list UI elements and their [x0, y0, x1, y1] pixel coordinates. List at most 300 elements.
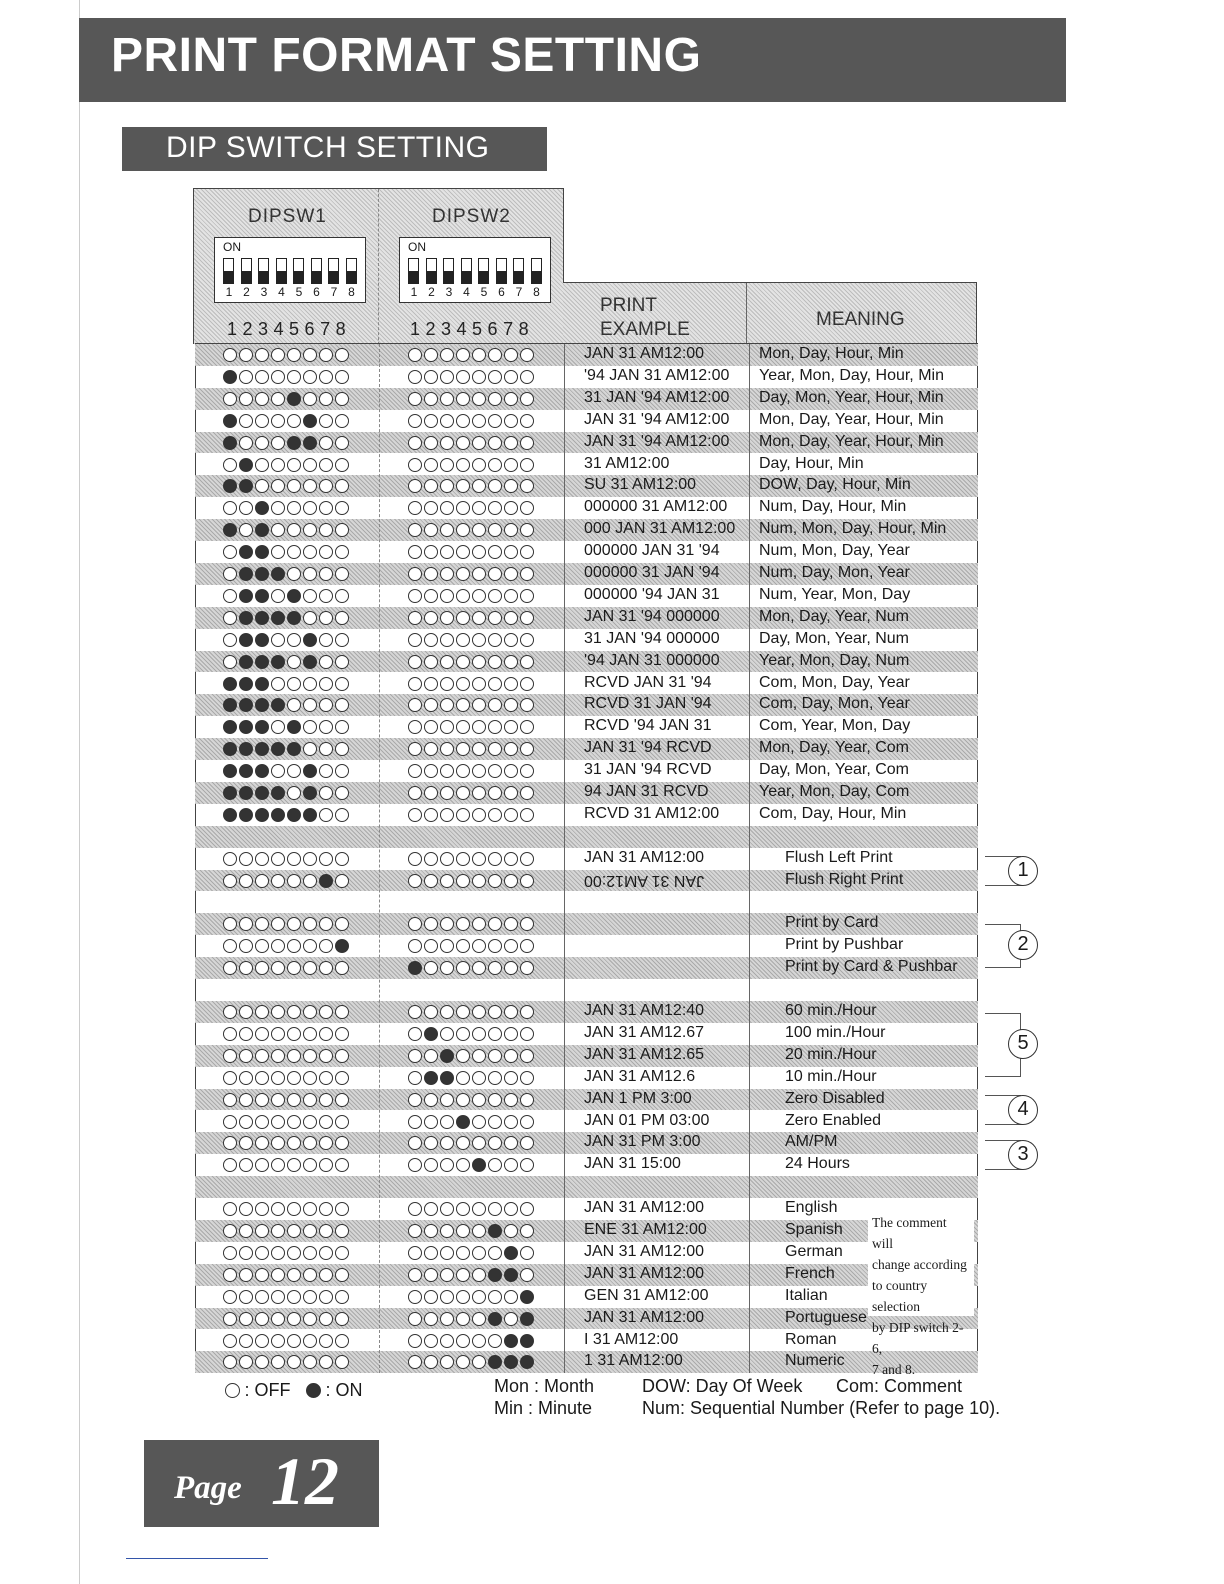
switch-off-dot: [335, 589, 349, 603]
switch-off-dot: [488, 501, 502, 515]
meaning: Day, Mon, Year, Hour, Min: [759, 388, 944, 406]
sw1-switch-states: [223, 1246, 349, 1260]
switch-on-dot: [239, 655, 253, 669]
switch-off-dot: [271, 1268, 285, 1282]
switch-off-dot: [504, 852, 518, 866]
page-edge-line: [79, 0, 80, 1584]
print-example: '94 JAN 31 AM12:00: [584, 366, 730, 384]
pin-number: 4: [278, 285, 285, 299]
meaning: Italian: [785, 1286, 828, 1304]
switch-off-dot: [424, 589, 438, 603]
print-example: JAN 1 PM 3:00: [584, 1089, 692, 1107]
switch-off-dot: [271, 1115, 285, 1129]
switch-off-dot: [239, 917, 253, 931]
switch-off-dot: [488, 589, 502, 603]
switch-off-dot: [287, 1049, 301, 1063]
switch-on-dot: [271, 567, 285, 581]
switch-off-dot: [456, 677, 470, 691]
switch-off-dot: [424, 808, 438, 822]
switch-off-dot: [488, 961, 502, 975]
switch-off-dot: [287, 523, 301, 537]
meaning: Mon, Day, Year, Hour, Min: [759, 432, 944, 450]
switch-off-dot: [440, 1005, 454, 1019]
switch-off-dot: [319, 348, 333, 362]
pin-number: 2: [428, 285, 435, 299]
switch-off-dot: [456, 1312, 470, 1326]
switch-off-dot: [319, 392, 333, 406]
switch-off-dot: [472, 414, 486, 428]
switch-off-dot: [287, 917, 301, 931]
switch-off-dot: [456, 939, 470, 953]
sw2-switch-states: [408, 917, 534, 931]
legend-dow: DOW: Day Of Week: [642, 1376, 803, 1396]
switch-on-dot: [271, 742, 285, 756]
switch-off-dot: [504, 414, 518, 428]
sw2-switch-states: [408, 1158, 534, 1172]
switch-off-dot: [271, 1334, 285, 1348]
print-example: JAN 31 '94 RCVD: [584, 739, 712, 757]
switch-off-dot: [472, 655, 486, 669]
switch-off-dot: [424, 655, 438, 669]
switch-off-dot: [456, 611, 470, 625]
section-bar: [122, 127, 547, 171]
switch-off-dot: [456, 1334, 470, 1348]
meaning: Day, Hour, Min: [759, 454, 864, 472]
sw2-switch-states: [408, 611, 534, 625]
table-row: [195, 782, 978, 804]
switch-off-dot: [440, 479, 454, 493]
table-row: [195, 475, 978, 497]
switch-off-dot: [223, 961, 237, 975]
switch-off-dot: [271, 1027, 285, 1041]
switch-off-dot: [271, 1224, 285, 1238]
switch-off-dot: [271, 589, 285, 603]
switch-off-dot: [408, 1312, 422, 1326]
sw2-switch-states: [408, 436, 534, 450]
dip-pin: [513, 258, 524, 284]
switch-off-dot: [271, 852, 285, 866]
switch-off-dot: [520, 655, 534, 669]
meaning: 24 Hours: [785, 1155, 850, 1173]
switch-off-dot: [408, 852, 422, 866]
switch-off-dot: [287, 414, 301, 428]
print-example: 000000 JAN 31 '94: [584, 542, 720, 560]
switch-off-dot: [303, 1224, 317, 1238]
switch-off-dot: [456, 852, 470, 866]
switch-off-dot: [424, 392, 438, 406]
switch-off-dot: [440, 436, 454, 450]
switch-off-dot: [319, 1093, 333, 1107]
switch-off-dot: [408, 742, 422, 756]
switch-off-dot: [488, 742, 502, 756]
switch-off-dot: [456, 1093, 470, 1107]
table-row: [195, 1045, 978, 1067]
switch-off-dot: [520, 917, 534, 931]
switch-off-dot: [239, 1312, 253, 1326]
switch-off-dot: [504, 501, 518, 515]
switch-off-dot: [424, 1158, 438, 1172]
switch-off-dot: [440, 414, 454, 428]
switch-off-dot: [335, 1049, 349, 1063]
switch-off-dot: [456, 348, 470, 362]
switch-off-dot: [319, 1312, 333, 1326]
switch-off-dot: [488, 1115, 502, 1129]
switch-off-dot: [271, 348, 285, 362]
sw1-switch-states: [223, 917, 349, 931]
switch-off-dot: [287, 1312, 301, 1326]
switch-off-dot: [408, 545, 422, 559]
switch-on-dot: [271, 655, 285, 669]
title-bar: [79, 18, 1066, 102]
dip-pin: [496, 258, 507, 284]
page-word: Page: [174, 1470, 242, 1506]
table-row: [195, 804, 978, 826]
switch-off-dot: [456, 436, 470, 450]
switch-off-dot: [408, 1268, 422, 1282]
switch-off-dot: [287, 961, 301, 975]
switch-on-dot: [255, 698, 269, 712]
print-example: RCVD JAN 31 '94: [584, 673, 712, 691]
switch-off-dot: [520, 1049, 534, 1063]
dip-pin: [276, 258, 287, 284]
switch-off-dot: [520, 414, 534, 428]
switch-off-dot: [424, 1005, 438, 1019]
switch-off-dot: [271, 1158, 285, 1172]
sw2-switch-states: [408, 633, 534, 647]
switch-on-dot: [239, 633, 253, 647]
switch-off-dot: [440, 808, 454, 822]
sw1-switch-states: [223, 808, 349, 822]
dip-pin: [461, 258, 472, 284]
switch-off-dot: [271, 1355, 285, 1369]
switch-on-dot: [223, 523, 237, 537]
switch-off-dot: [440, 655, 454, 669]
pin-number: 3: [260, 285, 268, 299]
switch-off-dot: [440, 1115, 454, 1129]
switch-off-dot: [303, 479, 317, 493]
switch-off-dot: [520, 1027, 534, 1041]
switch-off-dot: [488, 392, 502, 406]
switch-on-dot: [239, 458, 253, 472]
switch-off-dot: [335, 786, 349, 800]
off-dot-icon: [225, 1383, 240, 1398]
switch-off-dot: [488, 567, 502, 581]
switch-off-dot: [456, 874, 470, 888]
meaning: Com, Mon, Day, Year: [759, 673, 910, 691]
table-row: [195, 1198, 978, 1220]
sw2-switch-states: [408, 1115, 534, 1129]
meaning: Roman: [785, 1330, 837, 1348]
sw2-switch-states: [408, 742, 534, 756]
switch-off-dot: [440, 501, 454, 515]
switch-off-dot: [472, 523, 486, 537]
switch-off-dot: [520, 458, 534, 472]
switch-off-dot: [287, 1268, 301, 1282]
pin-number: 6: [313, 285, 320, 299]
switch-off-dot: [520, 939, 534, 953]
switch-off-dot: [504, 961, 518, 975]
switch-on-dot: [440, 1049, 454, 1063]
switch-off-dot: [335, 523, 349, 537]
meaning: 100 min./Hour: [785, 1023, 886, 1041]
switch-off-dot: [319, 1158, 333, 1172]
switch-off-dot: [504, 479, 518, 493]
switch-off-dot: [408, 370, 422, 384]
switch-off-dot: [271, 1136, 285, 1150]
switch-off-dot: [271, 1071, 285, 1085]
switch-off-dot: [408, 1290, 422, 1304]
switch-off-dot: [335, 633, 349, 647]
dip-pin: [478, 258, 489, 284]
comment-line: by DIP switch 2-6,: [872, 1320, 964, 1356]
print-example: 000000 31 JAN '94: [584, 564, 720, 581]
table-row: [195, 651, 978, 673]
callout-2: 2: [1008, 930, 1038, 960]
sw2-switch-states: [408, 1027, 534, 1041]
switch-off-dot: [303, 1136, 317, 1150]
switch-off-dot: [520, 479, 534, 493]
switch-off-dot: [271, 392, 285, 406]
print-example-header-line2: EXAMPLE: [600, 319, 690, 340]
sw1-switch-states: [223, 939, 349, 953]
switch-off-dot: [424, 1136, 438, 1150]
switch-on-dot: [303, 436, 317, 450]
switch-off-dot: [472, 567, 486, 581]
switch-off-dot: [504, 1005, 518, 1019]
sw2-switch-states: [408, 786, 534, 800]
language-comment-note: [868, 1212, 974, 1377]
switch-off-dot: [424, 414, 438, 428]
switch-off-dot: [255, 392, 269, 406]
sw2-switch-states: [408, 1005, 534, 1019]
switch-on-dot: [255, 655, 269, 669]
switch-on-dot: [255, 523, 269, 537]
sw1-switch-states: [223, 501, 349, 515]
switch-off-dot: [223, 1355, 237, 1369]
switch-off-dot: [408, 414, 422, 428]
switch-off-dot: [223, 1093, 237, 1107]
print-example: SU 31 AM12:00: [584, 476, 697, 494]
switch-off-dot: [319, 567, 333, 581]
switch-off-dot: [456, 720, 470, 734]
switch-on-dot: [504, 1268, 518, 1282]
sw2-switch-states: [408, 720, 534, 734]
switch-on-dot: [255, 567, 269, 581]
print-example-header-line1: PRINT: [600, 295, 657, 316]
switch-off-dot: [335, 567, 349, 581]
sw2-switch-states: [408, 1268, 534, 1282]
dip-pin: [311, 258, 322, 284]
print-example: ENE 31 AM12:00: [584, 1221, 707, 1238]
switch-off-dot: [440, 1268, 454, 1282]
footer-rule: [126, 1558, 268, 1559]
switch-off-dot: [504, 1158, 518, 1172]
switch-on-dot: [271, 611, 285, 625]
switch-off-dot: [223, 1268, 237, 1282]
sw2-switch-states: [408, 1246, 534, 1260]
print-example: 000000 31 AM12:00: [584, 498, 728, 516]
switch-off-dot: [239, 1005, 253, 1019]
meaning: Flush Left Print: [785, 848, 893, 866]
comment-line: The comment will: [872, 1215, 947, 1251]
switch-off-dot: [520, 1224, 534, 1238]
sw1-switch-states: [223, 348, 349, 362]
sw2-switch-states: [408, 1049, 534, 1063]
switch-off-dot: [255, 479, 269, 493]
switch-off-dot: [335, 1202, 349, 1216]
meaning: Com, Year, Mon, Day: [759, 717, 911, 735]
switch-off-dot: [319, 545, 333, 559]
switch-off-dot: [408, 917, 422, 931]
switch-off-dot: [424, 1202, 438, 1216]
switch-on-dot: [287, 742, 301, 756]
switch-off-dot: [456, 392, 470, 406]
switch-off-dot: [271, 1049, 285, 1063]
switch-off-dot: [488, 370, 502, 384]
switch-off-dot: [504, 1027, 518, 1041]
switch-off-dot: [303, 392, 317, 406]
switch-off-dot: [287, 764, 301, 778]
switch-off-dot: [472, 764, 486, 778]
switch-off-dot: [335, 370, 349, 384]
sw2-switch-states: [408, 1290, 534, 1304]
switch-off-dot: [456, 1027, 470, 1041]
print-example: JAN 31 AM12.6: [584, 1067, 696, 1085]
switch-off-dot: [319, 1005, 333, 1019]
switch-off-dot: [319, 720, 333, 734]
page-number: 12: [271, 1443, 339, 1519]
switch-off-dot: [488, 1005, 502, 1019]
switch-off-dot: [319, 589, 333, 603]
switch-off-dot: [488, 436, 502, 450]
switch-off-dot: [287, 874, 301, 888]
sw2-switch-states: [408, 939, 534, 953]
switch-off-dot: [239, 1290, 253, 1304]
callout-1: 1: [1008, 856, 1038, 886]
print-example: '94 JAN 31 000000: [584, 651, 720, 669]
switch-off-dot: [239, 523, 253, 537]
switch-off-dot: [520, 523, 534, 537]
switch-off-dot: [255, 1158, 269, 1172]
switch-off-dot: [319, 1115, 333, 1129]
switch-off-dot: [520, 1136, 534, 1150]
sw2-switch-states: [408, 655, 534, 669]
switch-off-dot: [440, 370, 454, 384]
switch-off-dot: [520, 567, 534, 581]
switch-off-dot: [488, 479, 502, 493]
print-example: RCVD '94 JAN 31: [584, 717, 712, 735]
switch-off-dot: [472, 852, 486, 866]
switch-on-dot: [255, 589, 269, 603]
sw1-switch-states: [223, 852, 349, 866]
print-example: JAN 31 AM12:00: [584, 1199, 705, 1217]
legend-com: Com: Comment: [836, 1376, 963, 1396]
switch-off-dot: [408, 1049, 422, 1063]
switch-off-dot: [456, 633, 470, 647]
sw1-switch-states: [223, 1290, 349, 1304]
legend-on: [306, 1380, 362, 1401]
switch-off-dot: [424, 1290, 438, 1304]
switch-header: [193, 188, 564, 344]
table-row: [195, 738, 978, 760]
switch-off-dot: [472, 786, 486, 800]
switch-on-dot: [303, 786, 317, 800]
switch-on-dot: [239, 698, 253, 712]
switch-on-dot: [488, 1268, 502, 1282]
switch-off-dot: [520, 633, 534, 647]
switch-off-dot: [303, 698, 317, 712]
sw2-switch-states: [408, 1312, 534, 1326]
meaning: Zero Enabled: [785, 1111, 882, 1129]
switch-off-dot: [335, 1355, 349, 1369]
switch-off-dot: [408, 720, 422, 734]
switch-off-dot: [319, 961, 333, 975]
switch-off-dot: [271, 633, 285, 647]
switch-off-dot: [303, 348, 317, 362]
switch-off-dot: [408, 939, 422, 953]
switch-off-dot: [472, 611, 486, 625]
switch-off-dot: [424, 501, 438, 515]
switch-on-dot: [239, 479, 253, 493]
sw2-switch-states: [408, 1334, 534, 1348]
sw1-switch-states: [223, 1268, 349, 1282]
switch-off-dot: [472, 436, 486, 450]
switch-off-dot: [239, 1246, 253, 1260]
switch-off-dot: [456, 764, 470, 778]
switch-off-dot: [239, 1115, 253, 1129]
dipsw1-label: DIPSW1: [248, 206, 327, 227]
sw1-switch-states: [223, 523, 349, 537]
switch-off-dot: [488, 1158, 502, 1172]
sw1-switch-states: [223, 1027, 349, 1041]
switch-off-dot: [335, 1268, 349, 1282]
switch-off-dot: [520, 742, 534, 756]
switch-off-dot: [223, 1115, 237, 1129]
switch-off-dot: [440, 1136, 454, 1150]
switch-off-dot: [287, 786, 301, 800]
switch-off-dot: [424, 1224, 438, 1238]
switch-off-dot: [440, 348, 454, 362]
switch-off-dot: [303, 1312, 317, 1326]
pin-number: 3: [445, 285, 453, 299]
switch-off-dot: [319, 479, 333, 493]
print-example: 31 AM12:00: [584, 454, 670, 472]
print-example: JAN 31 AM12:00: [584, 871, 705, 889]
switch-off-dot: [456, 479, 470, 493]
switch-off-dot: [456, 1049, 470, 1063]
switch-off-dot: [488, 808, 502, 822]
switch-off-dot: [335, 1071, 349, 1085]
switch-off-dot: [239, 1268, 253, 1282]
switch-off-dot: [520, 786, 534, 800]
dip-pin: [223, 258, 234, 284]
switch-off-dot: [335, 1290, 349, 1304]
switch-off-dot: [424, 852, 438, 866]
switch-off-dot: [520, 1093, 534, 1107]
switch-off-dot: [440, 1202, 454, 1216]
switch-off-dot: [255, 348, 269, 362]
switch-off-dot: [520, 1202, 534, 1216]
page-title: PRINT FORMAT SETTING: [111, 29, 702, 82]
switch-off-dot: [488, 611, 502, 625]
switch-off-dot: [335, 764, 349, 778]
print-example: I 31 AM12:00: [584, 1330, 679, 1348]
sw1-switch-states: [223, 1334, 349, 1348]
column-divider: [379, 344, 380, 1373]
switch-off-dot: [303, 852, 317, 866]
switch-off-dot: [303, 523, 317, 537]
switch-off-dot: [488, 874, 502, 888]
